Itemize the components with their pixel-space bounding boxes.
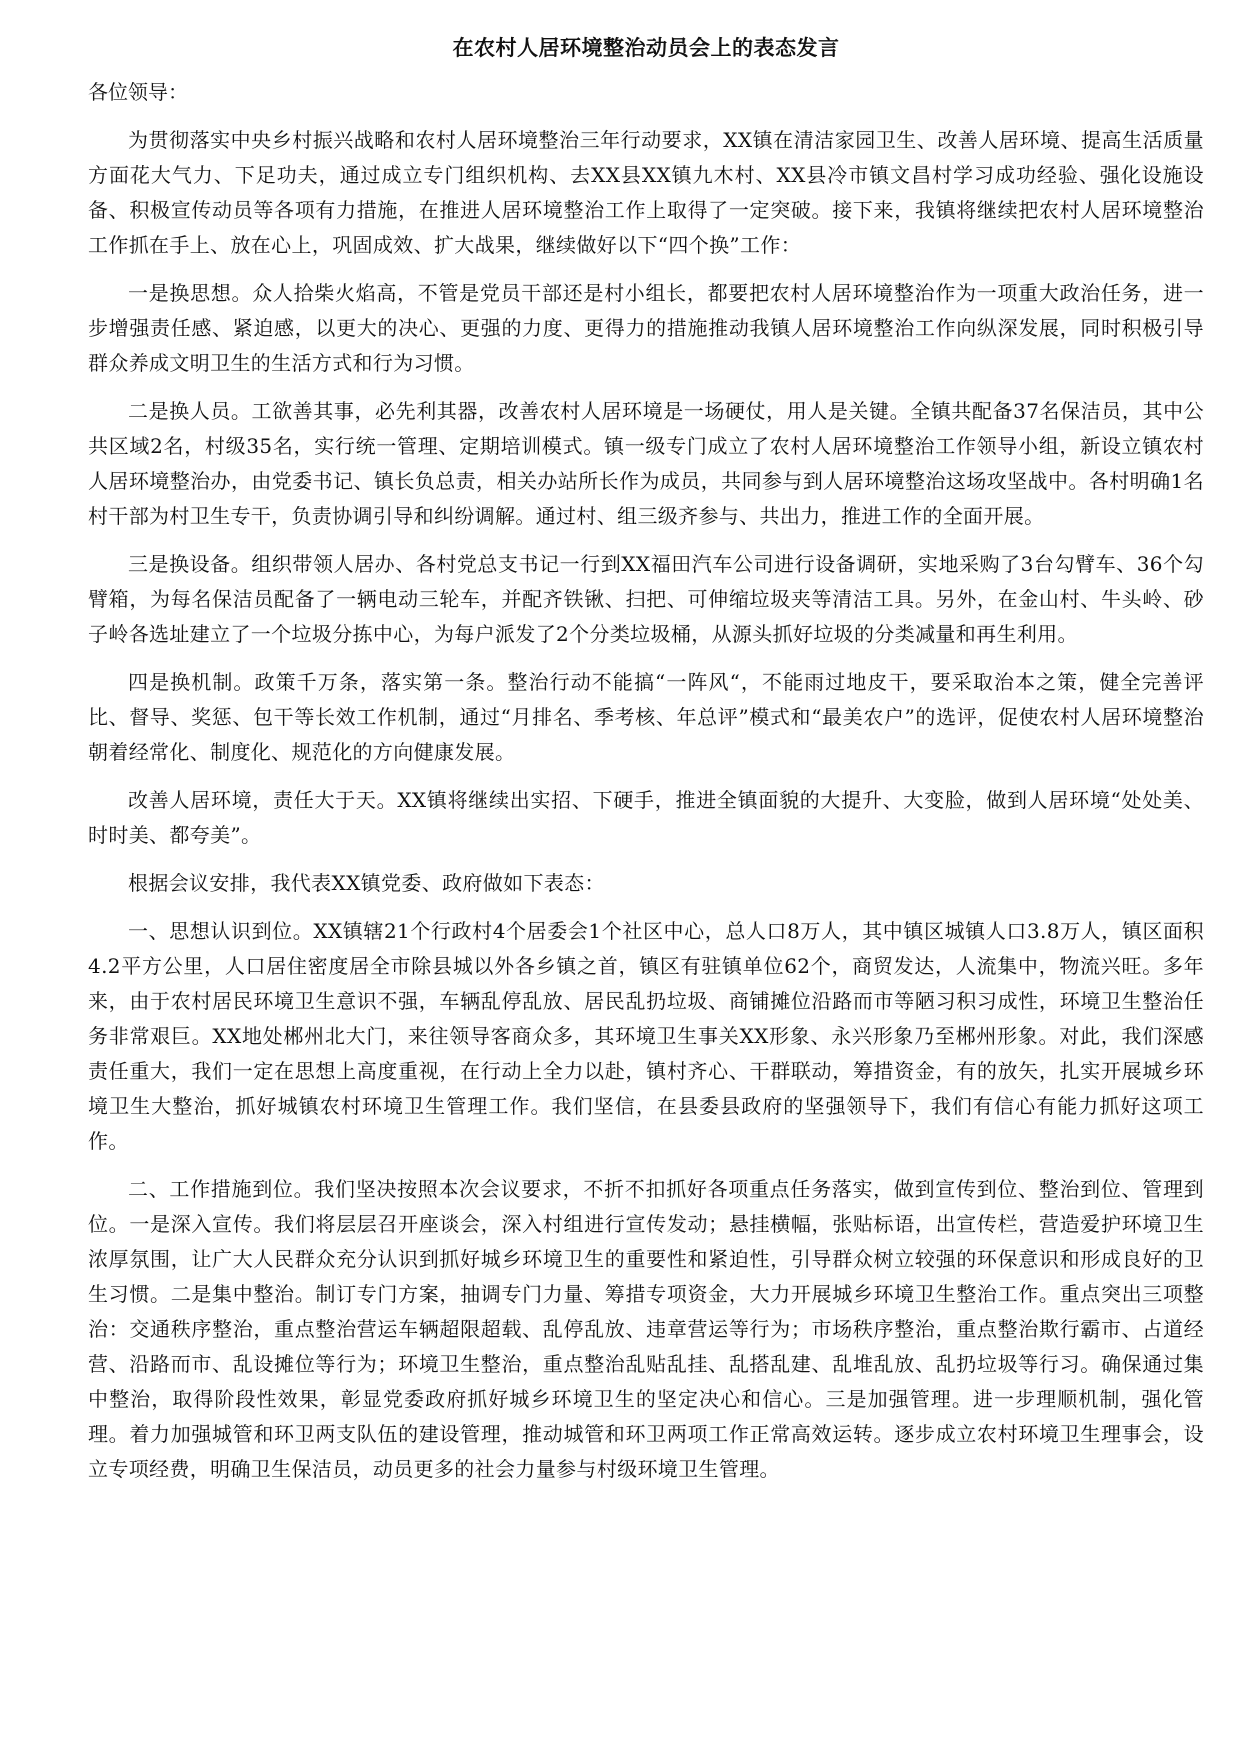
document-title: 在农村人居环境整治动员会上的表态发言 (452, 36, 840, 60)
document-page (88, 30, 1204, 1500)
paragraph-change-mechanism: 四是换机制。政策千万条，落实第一条。整治行动不能搞“一阵风“，不能雨过地皮干，要采取治本之策，健全完善评比、督导、奖惩、包干等长效工作机制，通过“月排名、季考核、年总评”模式和“最美农户”的选评，促使农村人居环境整治朝着经常化、制度化、规范化的方向健康发展。 (88, 670, 1204, 764)
paragraph-change-personnel: 二是换人员。工欲善其事，必先利其器，改善农村人居环境是一场硬仗，用人是关键。全镇共配备37名保洁员，其中公共区域2名，村级35名，实行统一管理、定期培训模式。镇一级专门成立了农村人居环境整治工作领导小组，新设立镇农村人居环境整治办，由党委书记、镇长负总责，相关办站所长作为成员，共同参与到人居环境整治这场攻坚战中。各村明确1名村干部为村卫生专干，负责协调引导和纠纷调解。通过村、组三级齐参与、共出力，推进工作的全面开展。 (88, 399, 1204, 528)
salutation: 各位领导： (88, 80, 188, 104)
paragraph-awareness: 一、思想认识到位。XX镇辖21个行政村4个居委会1个社区中心，总人口8万人，其中镇区城镇人口3.8万人，镇区面积4.2平方公里，人口居住密度居全市除县城以外各乡镇之首，镇区有驻镇单位62个，商贸发达，人流集中，物流兴旺。多年来，由于农村居民环境卫生意识不强，车辆乱停乱放、居民乱扔垃圾、商铺摊位沿路而市等陋习积习成性，环境卫生整治任务非常艰巨。XX地处郴州北大门，来往领导客商众多，其环境卫生事关XX形象、永兴形象乃至郴州形象。对此，我们深感责任重大，我们一定在思想上高度重视，在行动上全力以赴，镇村齐心、干群联动，筹措资金，有的放矢，扎实开展城乡环境卫生大整治，抓好城镇农村环境卫生管理工作。我们坚信，在县委县政府的坚强领导下，我们有信心有能力抓好这项工作。 (88, 919, 1204, 1153)
paragraph-intro: 为贯彻落实中央乡村振兴战略和农村人居环境整治三年行动要求，XX镇在清洁家园卫生、改善人居环境、提高生活质量方面花大气力、下足功夫，通过成立专门组织机构、去XX县XX镇九木村、XX县冷市镇文昌村学习成功经验、强化设施设备、积极宣传动员等各项有力措施，在推进人居环境整治工作上取得了一定突破。接下来，我镇将继续把农村人居环境整治工作抓在手上、放在心上，巩固成效、扩大战果，继续做好以下“四个换”工作： (88, 128, 1204, 257)
paragraph-change-thinking: 一是换思想。众人拾柴火焰高，不管是党员干部还是村小组长，都要把农村人居环境整治作为一项重大政治任务，进一步增强责任感、紧迫感，以更大的决心、更强的力度、更得力的措施推动我镇人居环境整治工作向纵深发展，同时积极引导群众养成文明卫生的生活方式和行为习惯。 (88, 281, 1204, 375)
paragraph-measures: 二、工作措施到位。我们坚决按照本次会议要求，不折不扣抓好各项重点任务落实，做到宣传到位、整治到位、管理到位。一是深入宣传。我们将层层召开座谈会，深入村组进行宣传发动；悬挂横幅，张贴标语，出宣传栏，营造爱护环境卫生浓厚氛围，让广大人民群众充分认识到抓好城乡环境卫生的重要性和紧迫性，引导群众树立较强的环保意识和形成良好的卫生习惯。二是集中整治。制订专门方案，抽调专门力量、筹措专项资金，大力开展城乡环境卫生整治工作。重点突出三项整治：交通秩序整治，重点整治营运车辆超限超载、乱停乱放、违章营运等行为；市场秩序整治，重点整治欺行霸市、占道经营、沿路而市、乱设摊位等行为；环境卫生整治，重点整治乱贴乱挂、乱搭乱建、乱堆乱放、乱扔垃圾等行习。确保通过集中整治，取得阶段性效果，彰显党委政府抓好城乡环境卫生的坚定决心和信心。三是加强管理。进一步理顺机制，强化管理。着力加强城管和环卫两支队伍的建设管理，推动城管和环卫两项工作正常高效运转。逐步成立农村环境卫生理事会，设立专项经费，明确卫生保洁员，动员更多的社会力量参与村级环境卫生管理。 (88, 1177, 1204, 1481)
paragraph-statement-intro: 根据会议安排，我代表XX镇党委、政府做如下表态： (128, 871, 605, 895)
paragraph-change-equipment: 三是换设备。组织带领人居办、各村党总支书记一行到XX福田汽车公司进行设备调研，实地采购了3台勾臂车、36个勾臂箱，为每名保洁员配备了一辆电动三轮车，并配齐铁锹、扫把、可伸缩垃圾夹等清洁工具。另外，在金山村、牛头岭、砂子岭各选址建立了一个垃圾分拣中心，为每户派发了2个分类垃圾桶，从源头抓好垃圾的分类减量和再生利用。 (88, 552, 1204, 646)
paragraph-summary: 改善人居环境，责任大于天。XX镇将继续出实招、下硬手，推进全镇面貌的大提升、大变脸，做到人居环境“处处美、时时美、都夸美”。 (88, 788, 1204, 847)
